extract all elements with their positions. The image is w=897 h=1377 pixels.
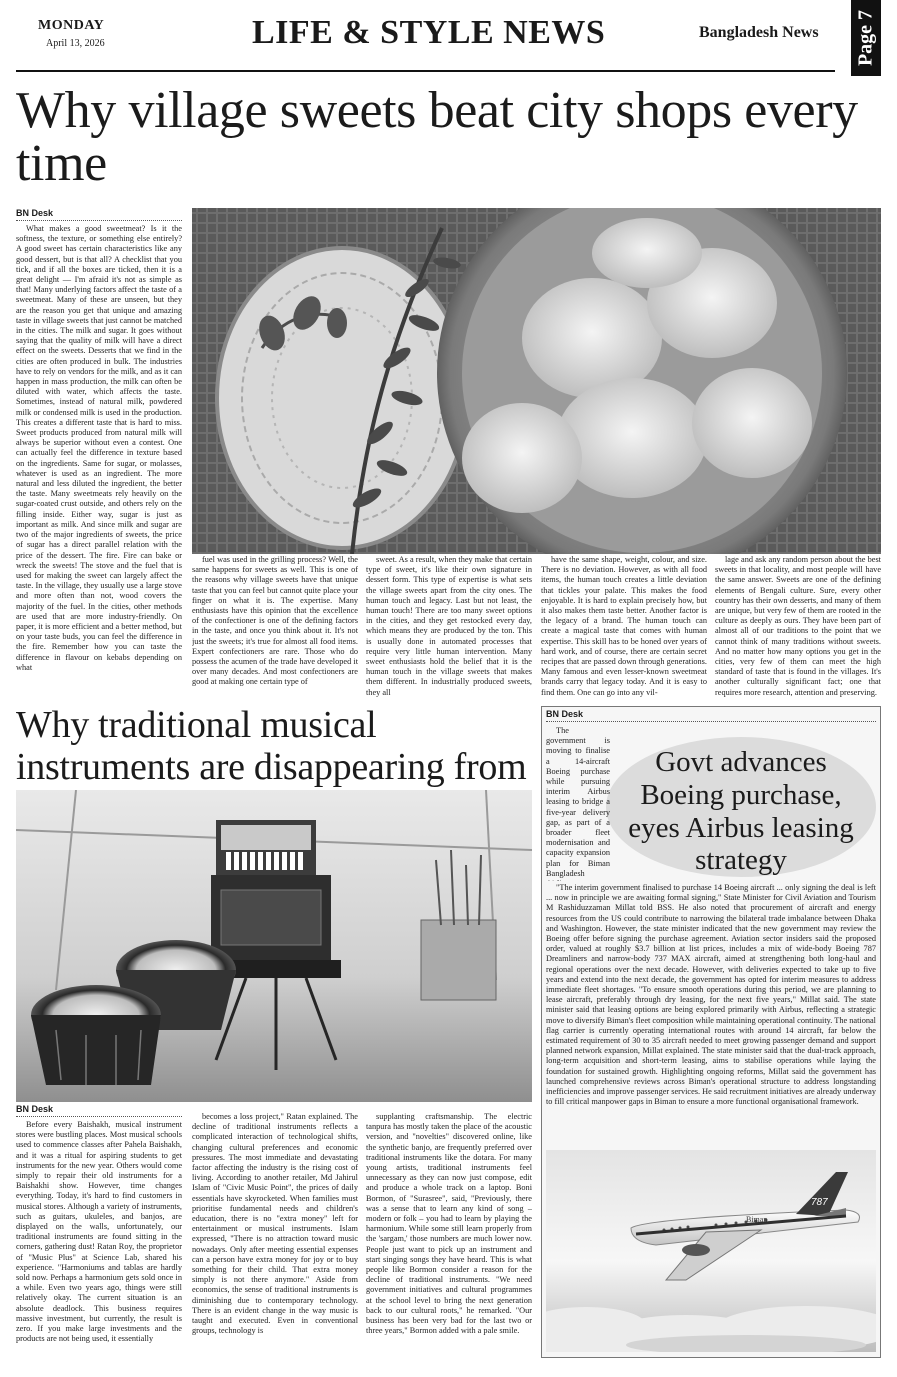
byline-rule [16, 1116, 182, 1117]
plane-livery-text: Biman [746, 1215, 768, 1224]
sweets-photo [192, 208, 881, 554]
airplane-photo [546, 1150, 876, 1352]
story2-col1-text: Before every Baishakh, musical instrument stores were bustling places. Most musical schools used to commence classes after Pahela Baishakh, and it was a ritual for aspiring students to get instruments for the new year. Others would come simply to repair their old instruments for a Baishakhi show. However, time changes everything. Today, it's hard to find customers in musical stores. Although a variety of instruments, such as guitars, ukuleles, and banjos, are displayed on the walls, unfortunately, our traditional instruments are found sitting in the corners, gathering dust! Ratan Roy, the proprietor of "Music Plus" at Science Lab, shared his experience. "Harmoniums and tablas are hardly sold now. Perhaps a harmonium gets sold once in a while. Even two years ago, things were still relatively okay. The current situation is an absolute deadlock. This business requires massive investment, but currently, the result is zero. If you make large investments and the products are not being used, it essentially [16, 1120, 182, 1344]
story1-column-2 [192, 555, 358, 697]
story3-body-text: "The interim government finalised to purchase 14 Boeing aircraft ... only signing the deal is left ... now in principle we are awaiting formal signing," State Minister for Civil Aviation and Tourism M Rashiduzzaman Millat told BSS. He also noted that procurement of aircraft and energy resources from the US could contribute to narrowing the bilateral trade imbalance between Dhaka and Washington. However, the state minister indicated that the new government may review the Boeing offer before signing the purchase agreement. Aviation sector insiders said the proposed order, valued at roughly $3.7 billion at list prices, includes a mix of wide-body Boeing 787 Dreamliners and narrow-body 737 MAX aircraft, aimed at strengthening both long-haul and regional operations over the next decade. However, with deliveries expected to take up to five years and extend into the next decade, the government has opted for interim measures to address immediate fleet shortages. "To ensure smooth operations during this period, we are planning to lease aircraft, preferably through dry leasing, for the next five years," Millat said. The state minister said that leasing options are being explored primarily with Airbus, reflecting a strategic move to diversify Biman's fleet composition while maintaining operational continuity. The national flag carrier is currently operating international routes with around 14 aircraft, far below the estimated requirement of 30 to 35 aircraft needed to meet growing passenger demand and support planned network expansion, Millat explained. The state minister said that the dual-track approach, long-term acquisition and short-term leasing, aims to stabilise operations while laying the foundation for sustained growth. Highlighting ongoing reforms, Millat said the government has launched comprehensive reviews across Biman's operational structure to address longstanding inefficiencies and improve passenger services. He said recruitment initiatives are already underway to fill critical manpower gaps in Biman to ensure a more functional organisational framework. [546, 883, 876, 1107]
airplane-photo-illustration [546, 1150, 876, 1352]
story2-byline-block [16, 1104, 182, 1121]
sweets-photo-illustration [192, 208, 881, 554]
story1-col5-text: lage and ask any random person about the best sweets in that locality, and most people will have the same answer. Sweets are one of the defining elements of Bengali culture. Sure, every other country has their own desserts, and many of them are unique, but very few of them are rooted in the culture as deeply as ours. They have been part of almost all of our traditions to the point that we cannot think of many traditions without sweets. And no matter how many options you get in the cities, very few of them can meet the high standard of taste that is found in the villages. It's another culturally significant fact; one that requires more research, attention and preserving. [715, 555, 881, 697]
story1-column-4 [541, 555, 707, 697]
story1-col1-text: What makes a good sweetmeat? Is it the softness, the texture, or something else entirely? A good sweet has certain characteristics like any good dessert, but is that all? A checklist that you tick, and if all the boxes are ticked, then it is a great delight — I'm afraid it's not as simple as that! Many underlying factors affect the taste of a sweetmeat. Many of these are unseen, but they are the reason you get that unique and amazing taste in village sweets that just cannot be matched in the cities. The milk and sugar. It goes without saying that the quality of milk will have a direct effect on the sweets. Desserts that we find in the cities are often produced in bulk. The industries have to rely on vendors for the milk, and as it can happen in mass production, the milk can often be diluted with water, which affects the taste. Sometimes, instead of natural milk, powdered milk or condensed milk is used in the production. This creates a different taste that is hard to miss. Sweet products produced from natural milk will always be superior without even a contest. One can actually feel the difference in texture based on the ingredients. Same for sugar, or molasses, whatever is used as an ingredient. The more natural and less diluted the ingredient, the better the taste. Many sweetmeats rely heavily on the sugar-coated crust outside, and others rely on the filling inside. Either way, sugar is just as important as milk. And since milk and sugar are two of the major ingredients of sweets, the price of sugar has a direct parallel relation with the price of the dessert. The fire. Fire can bake or wreck the sweets! The stove and the fuel that is used for making the sweet can largely affect the taste. In the village, they usually use a large stove and more often than not, wood covers the majority of the fuel. In the cities, other methods are used that are more industry-friendly. On paper, it is more efficient and a better method, but on your taste buds, you can feel the difference in the fire. Remember how you can taste the difference in flavour on kebabs depending on what [16, 224, 182, 672]
story1-column-1 [16, 224, 182, 696]
story1-col2-text: fuel was used in the grilling process? Well, the same happens for sweets as well. This is one of the reasons why village sweets have that unique taste that you can feel but cannot quite place your finger on what it is. The expertise. Many enthusiasts have this opinion that the excellence of the confectioner is one of the defining factors in the taste, and once you think about it. It's not just the sweets; it's true for almost all food items. Expert confectioners are rare. Those who do possess the acumen of the trade have developed it over many decades. And most confectioners are good at making one certain type of [192, 555, 358, 687]
issue-day: MONDAY [38, 18, 105, 33]
story3-lead-text: The government is moving to finalise a 14-aircraft Boeing purchase while pursuing interim Airbus leasing to bridge a five-year delivery gap, as part of a broader fleet modernisation and capacity expansion plan for Biman Bangladesh [546, 726, 610, 878]
story2-column-1 [16, 1120, 182, 1360]
story3-byline-block [546, 709, 876, 726]
story3-byline: BN Desk [546, 709, 584, 719]
publication-brand: Bangladesh News [699, 24, 819, 41]
story2-column-3 [366, 1112, 532, 1360]
plane-tail-text: 787 [811, 1197, 828, 1208]
story3-body [546, 883, 876, 1145]
story1-col3-text: sweet. As a result, when they make that certain type of sweet, it's like their own signature in dessert form. This type of expertise is what sets the village sweets apart from the city ones. The human touch and legacy. Last but not least, the human touch! There are too many sweet options in the cities, and they get restocked every day, which means they are produced by the ton. This is usually done in automated processes that require very little human intervention. Many sweet enthusiasts hold the belief that it is the human touch in the village sweets that makes them different. In industrially produced sweets, they all [366, 555, 532, 697]
story1-column-5 [715, 555, 881, 697]
story1-col4-text: have the same shape, weight, colour, and size. There is no deviation. However, as with all food items, the human touch creates a little deviation that tickles your palate. This makes the food enjoyable. It is hard to explain precisely how, but it also makes them taste better. Another factor is the legacy of a brand. The human touch can create a magical taste that comes with human expertise. This skill has to be honed over years of hard work, and of course, there are certain secret recipes that are passed down through generations. Many famous and even lesser-known sweetmeat brands carry that legacy today. And it is easy to find them. One can go into any vil- [541, 555, 707, 697]
masthead [16, 8, 881, 66]
story1-headline: Why village sweets beat city shops every time [16, 82, 858, 193]
story2-col2-text: becomes a loss project," Ratan explained. The decline of traditional instruments reflects a complicated interaction of technological shifts, changing cultural preferences and economic pressures. The most immediate and devastating factor affecting the industry is the rising cost of living. According to another retailer, Md Jahirul Islam of "Civic Music Point", the prices of daily essentials have skyrocketed. When families must prioritise fundamental needs and children's education, there is no "extra money" left for entertainment or musical instruments. Islam expressed, "There is no attraction toward music nowadays. Only after meeting essential expenses can a person have extra money for joy or to buy something for their child. That extra money simply is not there anymore." Aside from economics, the sense of traditional instruments is diminishing due to contemporary technology. There is an evident change in the way music is taught and executed. Even in conventional groups, technology is [192, 1112, 358, 1336]
section-title: LIFE & STYLE NEWS [252, 14, 606, 51]
story3-headline: Govt advances Boeing purchase, eyes Airbus leasing strategy [628, 746, 854, 877]
byline-rule [16, 220, 182, 221]
story2-byline: BN Desk [16, 1104, 54, 1114]
page-number-tab [851, 0, 881, 76]
page-number-label: Page 7 [854, 9, 877, 67]
story1-byline: BN Desk [16, 208, 54, 218]
story1-column-3 [366, 555, 532, 697]
byline-rule [546, 721, 876, 722]
instruments-photo-illustration [16, 790, 532, 1102]
story3-lead [546, 726, 610, 881]
masthead-rule [16, 70, 835, 72]
issue-date: April 13, 2026 [46, 38, 105, 49]
story2-col3-text: supplanting craftsmanship. The electric tanpura has mostly taken the place of the acoustic version, and "novelties" discovered online, like the synthetic banjo, are frequently preferred over traditional instruments like the dotara. For many young artists, traditional instruments feel unnecessary as they can now just compose, edit and produce a whole track on a laptop. Boni Bormon, of "Surasree", said, "Previously, there was a sense that to learn any kind of song – modern or folk – you had to learn by playing the harmonium. While some still learn properly from the 'sargam,' those numbers are much lower now. People just want to pick up an instrument and start singing songs they have heard. This is what people like Bormon consider a reason for the decline of traditional instruments. "We need government initiatives and cultural programmes at the school level to bring the next generation back to our cultural roots," he remarked. "Our business has been very bad for the last two or three years," Bormon added with a pale smile. [366, 1112, 532, 1336]
story2-headline: Why traditional musical instruments are disappearing from [16, 704, 527, 788]
story1-byline-block [16, 208, 182, 225]
story2-column-2 [192, 1112, 358, 1360]
instruments-photo [16, 790, 532, 1102]
